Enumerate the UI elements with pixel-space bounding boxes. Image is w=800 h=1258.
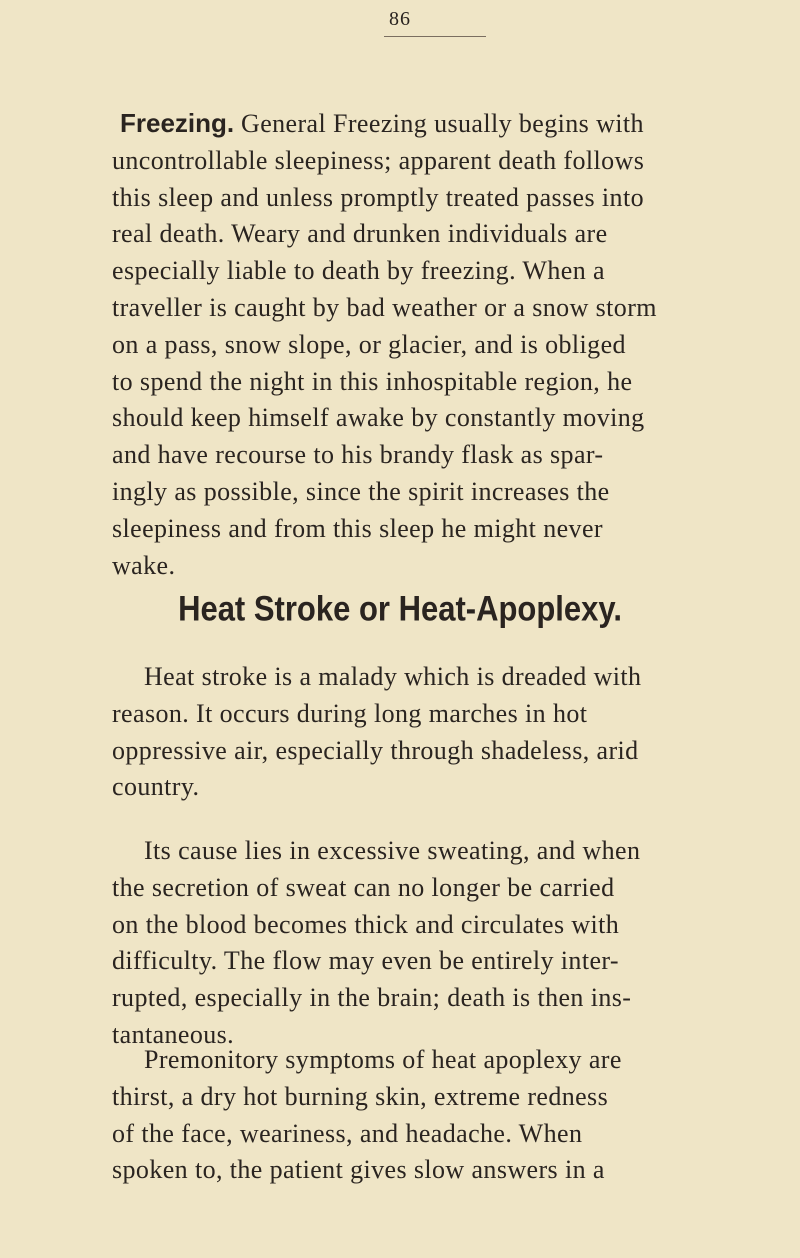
text-line: real death. Weary and drunken individuals are xyxy=(112,219,608,249)
text-line: should keep himself awake by constantly moving xyxy=(112,403,645,433)
text-line: oppressive air, especially through shadeless, arid xyxy=(112,735,639,765)
text-line: to spend the night in this inhospitable region, he xyxy=(112,366,633,396)
text-line: this sleep and unless promptly treated passes into xyxy=(112,182,644,212)
page-number: 86 xyxy=(389,8,411,30)
text-line: Heat stroke is a malady which is dreaded with xyxy=(144,662,642,691)
text-line: rupted, especially in the brain; death is then ins- xyxy=(112,983,632,1013)
text-line: thirst, a dry hot burning skin, extreme redness xyxy=(112,1081,609,1111)
text-line: ingly as possible, since the spirit increases the xyxy=(112,476,610,506)
text-line: Premonitory symptoms of heat apoplexy are xyxy=(144,1045,622,1074)
text-line: Its cause lies in excessive sweating, and when xyxy=(144,836,641,865)
text-line: especially liable to death by freezing. When a xyxy=(112,256,605,286)
text-line: difficulty. The flow may even be entirely inter- xyxy=(112,946,619,976)
text-line: sleepiness and from this sleep he might never xyxy=(112,513,603,543)
text-line-content: General Freezing usually begins with xyxy=(234,109,644,138)
text-line: spoken to, the patient gives slow answers in a xyxy=(112,1155,605,1185)
text-line xyxy=(120,105,800,143)
run-in-heading-freezing: Freezing. xyxy=(120,108,235,138)
heat-stroke-paragraph xyxy=(112,659,800,806)
text-line: the secretion of sweat can no longer be carried xyxy=(112,872,615,902)
text-line: and have recourse to his brandy flask as spar- xyxy=(112,440,604,470)
text-line: on the blood becomes thick and circulates with xyxy=(112,909,620,939)
heat-symptoms-paragraph xyxy=(112,1042,800,1189)
text-line: tantaneous. xyxy=(112,1019,235,1049)
text-line: uncontrollable sleepiness; apparent death follows xyxy=(112,145,645,175)
page-number-rule xyxy=(384,36,486,37)
text-line: country. xyxy=(112,772,200,802)
text-line: reason. It occurs during long marches in hot xyxy=(112,698,588,728)
freezing-paragraph xyxy=(112,105,800,584)
heat-cause-paragraph xyxy=(112,833,800,1054)
section-heading: Heat Stroke or Heat-Apoplexy. xyxy=(178,588,622,629)
text-line: wake. xyxy=(112,550,176,580)
text-line: of the face, weariness, and headache. When xyxy=(112,1118,583,1148)
text-line: on a pass, snow slope, or glacier, and is obliged xyxy=(112,329,626,359)
text-line: traveller is caught by bad weather or a snow storm xyxy=(112,292,657,322)
